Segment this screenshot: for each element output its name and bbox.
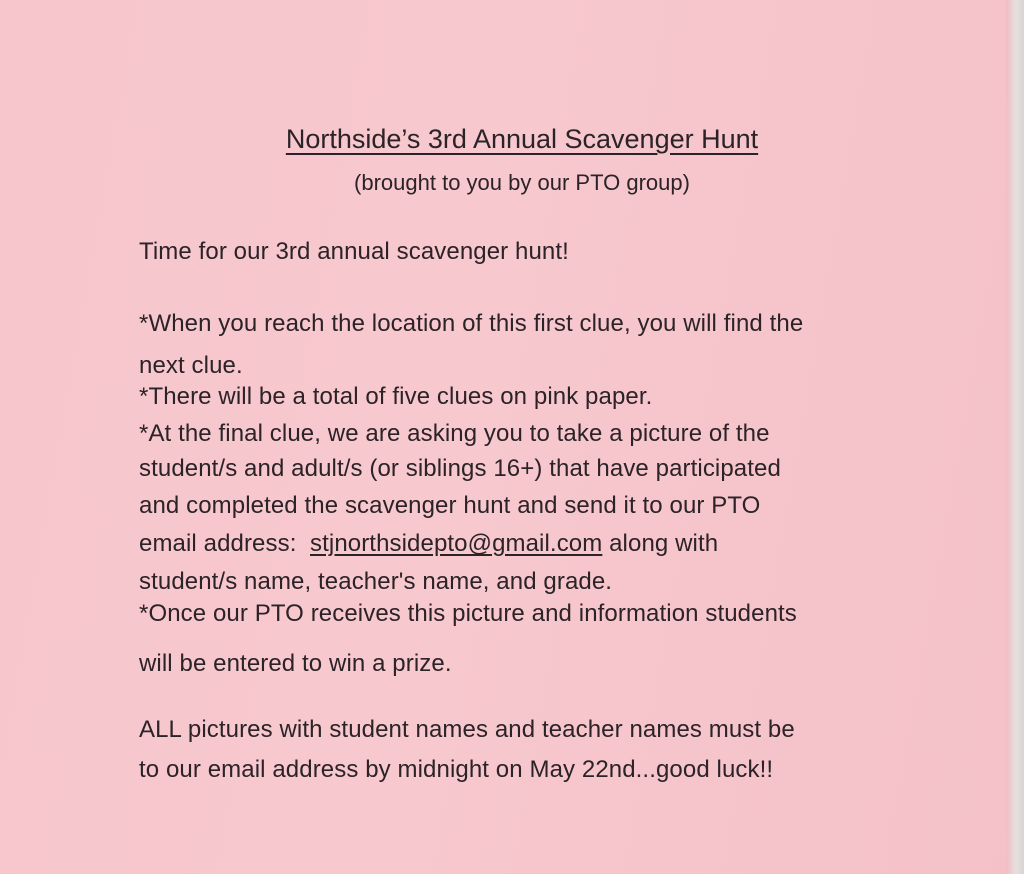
intro-line: Time for our 3rd annual scavenger hunt! [139,238,569,265]
email-link[interactable]: stjnorthsidepto@gmail.com [310,530,603,557]
body-line-3: *There will be a total of five clues on pink paper. [139,383,653,410]
body-line-9: *Once our PTO receives this picture and information students [139,600,797,627]
body-line-6: and completed the scavenger hunt and send it to our PTO [139,492,761,519]
body-line-5: student/s and adult/s (or siblings 16+) that have participated [139,455,781,482]
body-line-7 [139,530,718,558]
flyer-title: Northside’s 3rd Annual Scavenger Hunt [285,124,759,154]
email-label: email address: [139,530,311,557]
email-suffix: along with [602,530,719,557]
body-line-10: will be entered to win a prize. [139,650,452,677]
body-line-4: *At the final clue, we are asking you to take a picture of the [139,420,770,447]
closing-line-1: ALL pictures with student names and teacher names must be [139,716,795,743]
body-line-2: next clue. [139,352,243,379]
flyer-subtitle: (brought to you by our PTO group) [354,170,690,195]
body-line-1: *When you reach the location of this first clue, you will find the [139,310,804,337]
body-line-8: student/s name, teacher's name, and grade. [139,568,613,595]
closing-line-2: to our email address by midnight on May 22nd...good luck!! [139,756,774,783]
